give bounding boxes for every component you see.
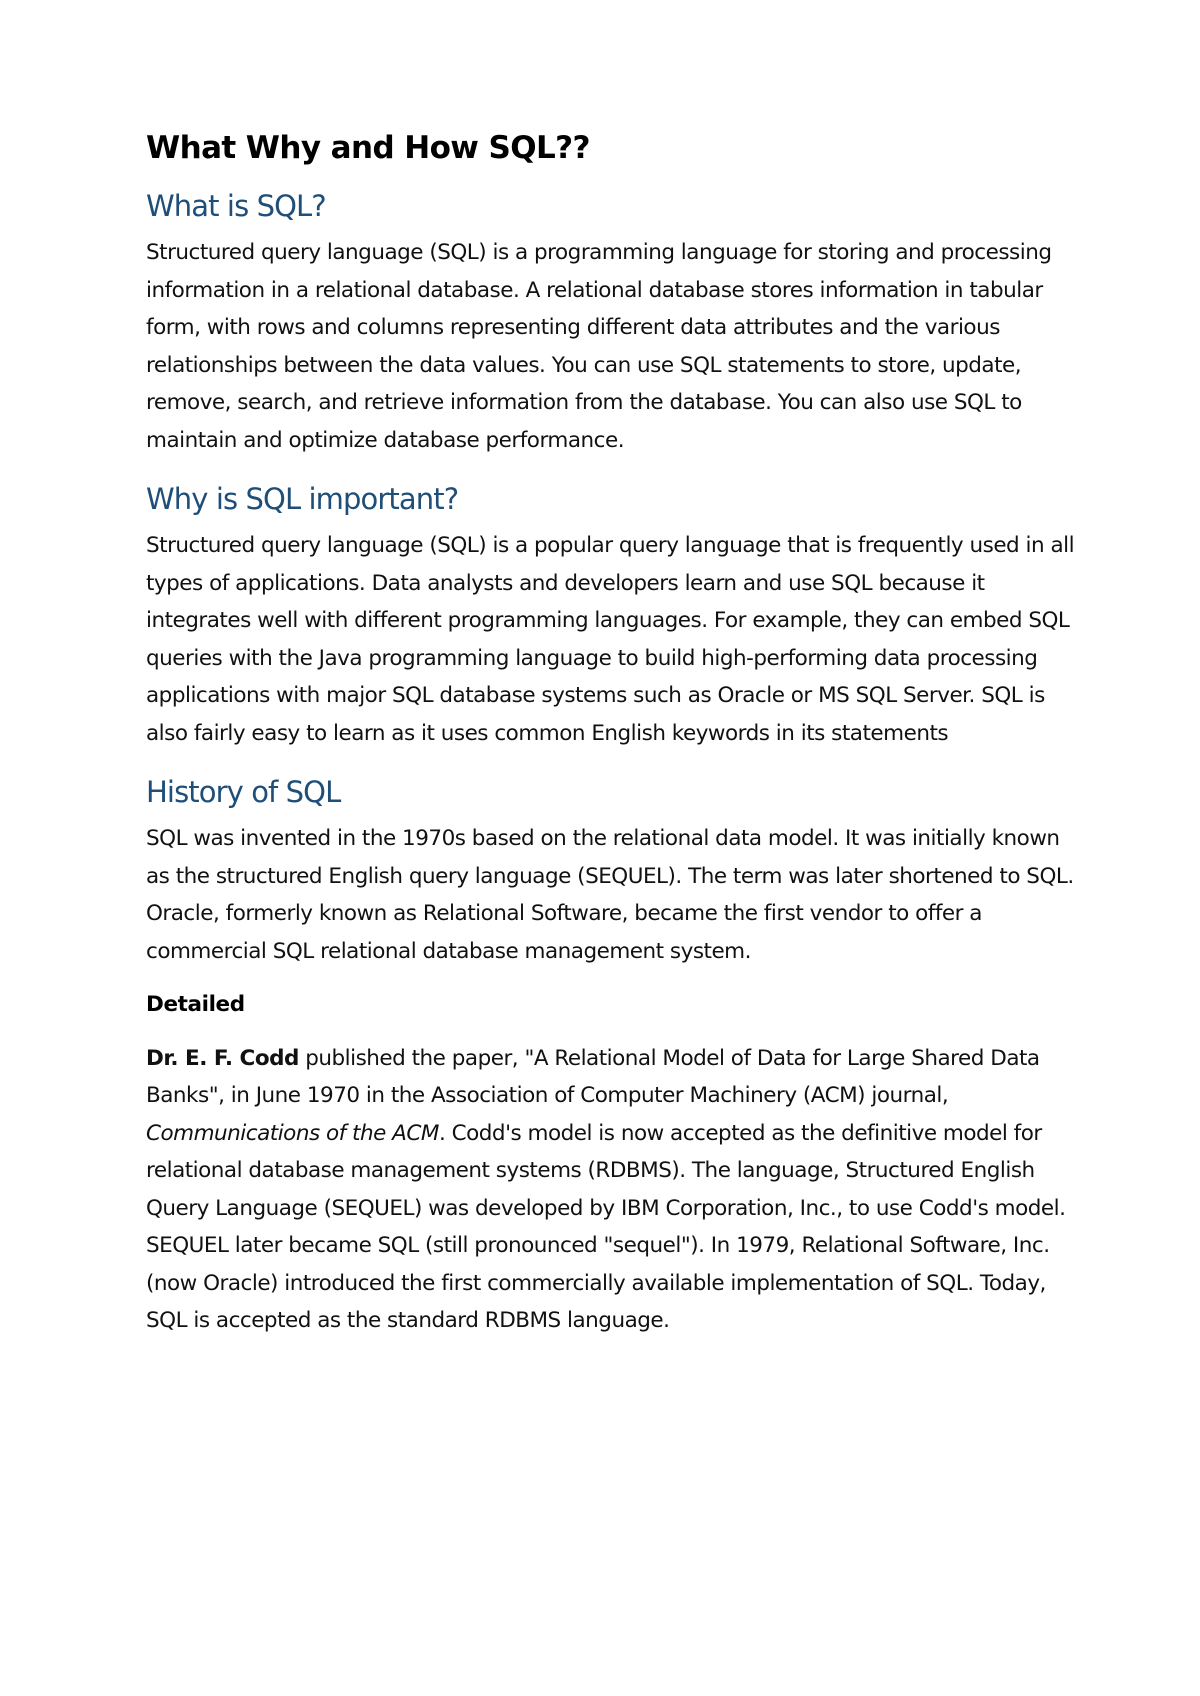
paragraph-history-of-sql: SQL was invented in the 1970s based on the relational data model. It was initially known as the structured English query language (SEQUEL). The term was later shortened to SQL. Oracle, formerly known as Relational Software, became the first vendor to offer a commercial SQL relational database management system. bbox=[146, 826, 1074, 964]
detailed-text-part-1: published the paper, "A Relational Model of Data for Large Shared Data Banks", in June 1970 in the Association of Computer Machinery (ACM) journal, bbox=[146, 1045, 1040, 1108]
detailed-text-part-2: . Codd's model is now accepted as the definitive model for relational database management systems (RDBMS). The language, Structured English Query Language (SEQUEL) was developed by IBM Corporation, Inc., to use Codd's model. SEQUEL later became SQL (still pronounced "sequel"). In 1979, Relational Software, Inc. (now Oracle) introduced the first commercially available implementation of SQL. Today, SQL is accepted as the standard RDBMS language. bbox=[146, 1120, 1066, 1333]
section-heading-history-of-sql: History of SQL bbox=[146, 775, 341, 809]
journal-name: Communications of the ACM bbox=[146, 1120, 439, 1146]
document-title: What Why and How SQL?? bbox=[146, 130, 590, 166]
detailed-heading: Detailed bbox=[146, 992, 245, 1017]
section-heading-what-is-sql: What is SQL? bbox=[146, 189, 326, 223]
paragraph-what-is-sql: Structured query language (SQL) is a programming language for storing and processing information in a relational database. A relational database stores information in tabular form, with rows and columns representing different data attributes and the various relationships between the data values. You can use SQL statements to store, update, remove, search, and retrieve information from the database. You can also use SQL to maintain and optimize database performance. bbox=[146, 240, 1052, 453]
paragraph-detailed bbox=[146, 1040, 1086, 1340]
document-page bbox=[146, 122, 1086, 1340]
section-heading-why-sql-important: Why is SQL important? bbox=[146, 482, 459, 516]
paragraph-why-sql-important: Structured query language (SQL) is a popular query language that is frequently used in all types of applications. Data analysts and developers learn and use SQL because it integrates well with different programming languages. For example, they can embed SQL queries with the Java programming language to build high-performing data processing applications with major SQL database systems such as Oracle or MS SQL Server. SQL is also fairly easy to learn as it uses common English keywords in its statements bbox=[146, 533, 1075, 746]
author-name: Dr. E. F. Codd bbox=[146, 1045, 299, 1071]
